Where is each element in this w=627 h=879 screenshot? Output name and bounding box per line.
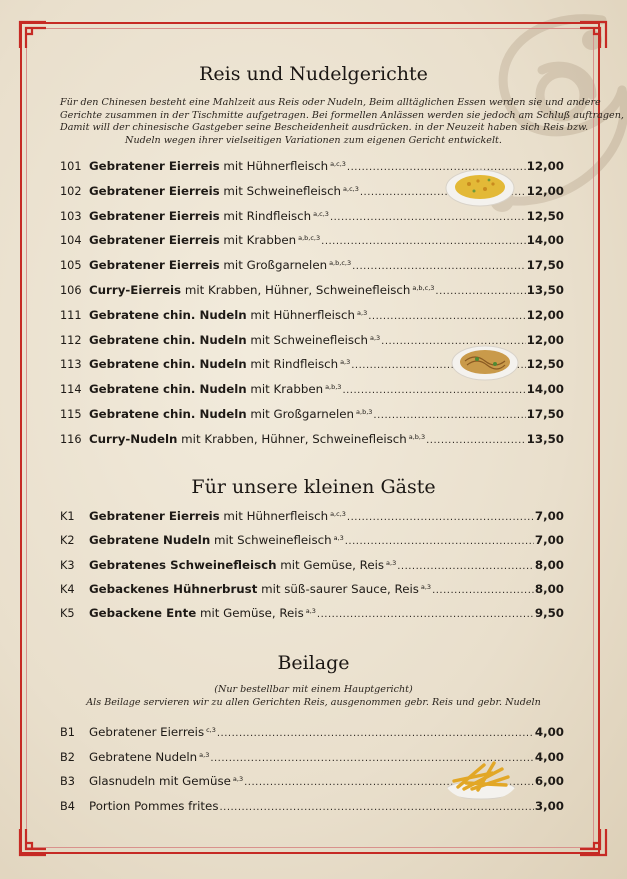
allergen-codes: a,3 [420, 582, 432, 591]
item-name: Gebratener Eierreis [89, 183, 220, 198]
item-name: Curry-Nudeln [89, 431, 178, 446]
leader-dots [342, 385, 525, 396]
allergen-codes: a,3 [340, 358, 351, 367]
allergen-codes: a,3 [305, 607, 316, 616]
menu-item-row [60, 258, 564, 276]
item-price: 13,50 [526, 283, 564, 297]
menu-item-row [60, 558, 564, 576]
item-label [89, 725, 216, 739]
menu-item-row [60, 432, 564, 450]
item-label [89, 558, 396, 572]
menu-item-row [60, 582, 564, 600]
section-title-kinder: Für unsere kleinen Gäste [191, 476, 436, 498]
item-description: mit Krabben, Hühner, Schweinefleisch [177, 431, 407, 446]
item-description: Gebratener Eierreis [89, 725, 205, 739]
allergen-codes: a,3 [333, 534, 344, 543]
allergen-codes: a,b,c,3 [298, 234, 321, 243]
item-name: Gebackene Ente [89, 606, 197, 621]
item-price: 13,50 [526, 431, 564, 446]
item-name: Gebratenes Schweinefleisch [89, 557, 277, 572]
item-description: mit Hühnerfleisch [219, 159, 329, 173]
item-number: K2 [60, 534, 75, 548]
item-number: 105 [60, 259, 82, 273]
item-name: Gebackenes Hühnerbrust [89, 581, 258, 596]
fried-rice-plate-icon [445, 167, 515, 207]
item-description: mit Schweinefleisch [246, 332, 368, 347]
allergen-codes: a,c,3 [330, 510, 346, 518]
item-price: 12,50 [526, 208, 564, 223]
item-price: 6,00 [534, 774, 564, 788]
menu-item-row [60, 382, 564, 400]
item-name: Gebratener Eierreis [89, 258, 220, 273]
item-label [89, 184, 359, 198]
item-name: Gebratener Eierreis [89, 159, 220, 173]
leader-dots [330, 212, 526, 223]
item-price: 4,00 [534, 749, 564, 764]
allergen-codes: a,b,3 [356, 408, 373, 416]
corner-ornament-icon [18, 20, 48, 50]
leader-dots [321, 236, 526, 247]
section-title-reis: Reis und Nudelgerichte [199, 63, 428, 85]
item-description: mit Gemüse, Reis [276, 557, 385, 572]
item-price: 4,00 [534, 725, 564, 739]
item-name: Gebratener Eierreis [89, 208, 220, 223]
allergen-codes: a,3 [199, 750, 210, 759]
item-price: 3,00 [534, 798, 564, 813]
item-name: Gebratene chin. Nudeln [89, 357, 247, 372]
item-number: 113 [60, 358, 82, 372]
item-label [89, 333, 380, 347]
allergen-codes: a,3 [232, 775, 244, 783]
leader-dots [397, 561, 534, 572]
item-number: 115 [60, 408, 82, 421]
section-title-beilage: Beilage [277, 652, 350, 674]
item-number: 111 [60, 308, 82, 322]
item-label [89, 308, 367, 322]
item-label [89, 432, 425, 446]
item-label [89, 606, 316, 620]
section-intro-reis: Für den Chinesen besteht eine Mahlzeit aus Reis oder Nudeln, Beim alltäglichen Essen werden sie und andere Gerichte zusammen in der Tischmitte aufgetragen. Bei formellen Anlässen werden sie jedoch am Schluß auftragen, Damit will der chinesische Gastgeber seine Bescheidenheit ausdrücken. in der Neuzeit haben sich Reis bzw. Nudeln wegen ihrer vielseitigen Variationen zum eigenen Gericht entwickelt. [60, 97, 624, 146]
item-price: 12,00 [526, 332, 564, 347]
item-description: Gebratene Nudeln [89, 749, 198, 764]
item-number: B3 [60, 775, 75, 788]
item-name: Gebratene Nudeln [89, 533, 211, 548]
section-intro-beilage: (Nur bestellbar mit einem Hauptgericht) Als Beilage servieren wir zu allen Gerichten Reis, ausgenommen gebr. Reis und gebr. Nudeln [86, 684, 541, 708]
item-description: Glasnudeln mit Gemüse [89, 774, 231, 788]
menu-item-row [60, 283, 564, 301]
item-label [89, 382, 341, 396]
item-description: mit Rindfleisch [219, 208, 312, 223]
item-label [89, 258, 351, 272]
item-number: 104 [60, 234, 82, 248]
item-number: 116 [60, 432, 82, 446]
menu-item-row [60, 725, 564, 743]
item-price: 12,50 [526, 357, 564, 372]
item-label [89, 799, 218, 813]
item-price: 12,00 [526, 159, 564, 173]
item-price: 7,00 [534, 533, 564, 548]
item-label [89, 159, 346, 173]
item-name: Gebratener Eierreis [89, 233, 220, 248]
leader-dots [347, 512, 534, 523]
item-price: 14,00 [526, 382, 564, 397]
menu-item-row [60, 799, 564, 817]
item-label [89, 357, 350, 371]
item-description: mit Schweinefleisch [219, 183, 342, 198]
item-description: mit Krabben [219, 233, 297, 248]
allergen-codes: a,3 [369, 333, 381, 342]
item-number: 106 [60, 284, 82, 297]
menu-item-row [60, 233, 564, 251]
menu-item-row [60, 407, 564, 425]
item-name: Gebratene chin. Nudeln [89, 382, 247, 397]
leader-dots [373, 410, 525, 421]
leader-dots [352, 261, 526, 272]
item-label [89, 283, 434, 297]
item-price: 17,50 [526, 258, 564, 273]
menu-item-row [60, 533, 564, 551]
item-label [89, 774, 243, 788]
item-description: mit Hühnerfleisch [246, 307, 356, 322]
allergen-codes: a,c,3 [343, 184, 359, 193]
leader-dots [435, 286, 525, 297]
item-price: 8,00 [534, 581, 564, 596]
item-number: K4 [60, 582, 75, 596]
item-number: K5 [60, 607, 75, 621]
leader-dots [426, 435, 526, 446]
item-label [89, 582, 431, 596]
item-description: mit Krabben, Hühner, Schweinefleisch [181, 283, 411, 297]
item-description: mit Rindfleisch [246, 357, 339, 372]
corner-ornament-icon [578, 20, 608, 50]
leader-dots [345, 536, 534, 547]
item-number: 102 [60, 184, 82, 198]
item-description: mit Schweinefleisch [210, 533, 332, 548]
item-label [89, 750, 209, 764]
allergen-codes: a,c,3 [330, 160, 346, 168]
allergen-codes: a,3 [357, 308, 368, 317]
leader-dots [219, 802, 533, 813]
item-number: K1 [60, 510, 75, 523]
allergen-codes: a,3 [386, 558, 397, 567]
item-description: mit süß-saurer Sauce, Reis [257, 581, 419, 596]
item-number: K3 [60, 558, 75, 572]
leader-dots [217, 728, 534, 739]
item-price: 8,00 [534, 557, 564, 572]
item-name: Curry-Eierreis [89, 283, 182, 297]
menu-item-row [60, 509, 564, 527]
item-price: 7,00 [534, 509, 564, 523]
item-price: 17,50 [526, 407, 564, 421]
item-name: Gebratene chin. Nudeln [89, 307, 247, 322]
allergen-codes: a,b,3 [325, 383, 342, 392]
french-fries-plate-icon [444, 757, 518, 801]
item-price: 14,00 [526, 233, 564, 248]
item-price: 9,50 [534, 606, 564, 621]
fried-noodles-plate-icon [451, 343, 519, 381]
menu-item-row [60, 308, 564, 326]
item-label [89, 533, 344, 547]
item-label [89, 233, 320, 247]
item-name: Gebratener Eierreis [89, 509, 220, 523]
allergen-codes: c,3 [206, 726, 216, 734]
menu-item-row [60, 606, 564, 624]
item-label [89, 209, 329, 223]
item-name: Gebratene chin. Nudeln [89, 332, 247, 347]
item-name: Gebratene chin. Nudeln [89, 407, 247, 421]
item-description: mit Krabben [246, 382, 324, 397]
item-number: 103 [60, 209, 82, 223]
item-number: B4 [60, 799, 75, 813]
item-description: Portion Pommes frites [89, 798, 219, 813]
item-label [89, 509, 346, 523]
item-number: 114 [60, 383, 82, 397]
menu-item-row [60, 209, 564, 227]
item-description: mit Großgarnelen [219, 258, 328, 273]
item-price: 12,00 [526, 307, 564, 322]
corner-ornament-icon [578, 827, 608, 857]
corner-ornament-icon [18, 827, 48, 857]
item-price: 12,00 [526, 183, 564, 198]
item-description: mit Großgarnelen [246, 407, 355, 421]
leader-dots [317, 609, 534, 620]
allergen-codes: a,c,3 [313, 209, 329, 218]
item-description: mit Gemüse, Reis [196, 606, 304, 621]
leader-dots [368, 311, 525, 322]
leader-dots [381, 336, 526, 347]
item-number: B1 [60, 726, 75, 739]
item-number: 112 [60, 333, 82, 347]
item-number: 101 [60, 160, 82, 173]
item-description: mit Hühnerfleisch [219, 509, 329, 523]
item-label [89, 407, 372, 421]
allergen-codes: a,b,c,3 [412, 284, 435, 292]
allergen-codes: a,b,3 [408, 432, 426, 441]
item-number: B2 [60, 750, 75, 764]
leader-dots [432, 585, 534, 596]
allergen-codes: a,b,c,3 [329, 259, 352, 268]
